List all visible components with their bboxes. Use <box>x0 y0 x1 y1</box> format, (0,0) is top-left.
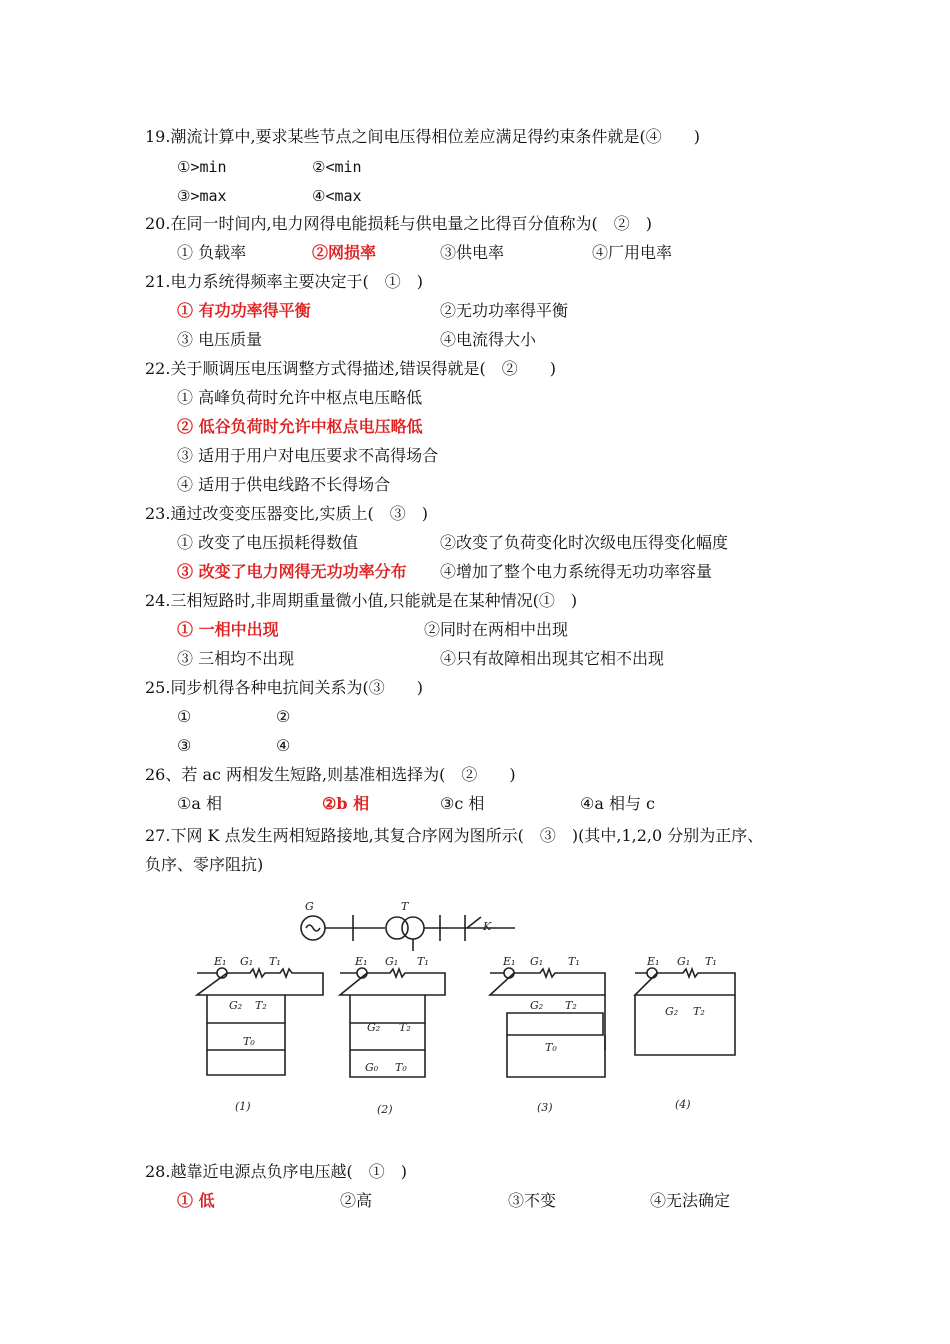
label-t: T <box>401 900 409 913</box>
q25-option-2: ② <box>276 707 291 726</box>
n2-t2: T₂ <box>399 1021 411 1034</box>
question-19-stem: 19.潮流计算中,要求某些节点之间电压得相位差应满足得约束条件就是(④ ) <box>145 127 701 146</box>
q26-option-4: ④a 相与 c <box>580 794 656 813</box>
n3-t0: T₀ <box>545 1041 557 1054</box>
q23-option-1: ① 改变了电压损耗得数值 <box>177 533 359 552</box>
n2-g1: G₁ <box>385 955 399 968</box>
caption-2: (2) <box>377 1103 393 1116</box>
q26-option-1: ①a 相 <box>177 794 222 813</box>
q20-option-2-answer: ②网损率 <box>312 243 377 262</box>
n4-g2: G₂ <box>665 1005 679 1018</box>
n3-g1: G₁ <box>530 955 544 968</box>
q26-option-2-answer: ②b 相 <box>322 794 370 813</box>
n2-t1: T₁ <box>417 955 429 968</box>
q22-option-3: ③ 适用于用户对电压要求不高得场合 <box>177 446 439 465</box>
n4-t1: T₁ <box>705 955 717 968</box>
transformer-symbol-right <box>402 917 424 939</box>
q21-option-2: ②无功功率得平衡 <box>440 301 569 320</box>
network-2 <box>340 968 445 1077</box>
caption-1: (1) <box>235 1100 251 1113</box>
question-20-stem: 20.在同一时间内,电力网得电能损耗与供电量之比得百分值称为( ② ) <box>145 214 653 233</box>
q19-option-3: ③>max <box>177 187 227 205</box>
question-24-stem: 24.三相短路时,非周期重量微小值,只能就是在某种情况(① ) <box>145 591 578 610</box>
q22-option-2-answer: ② 低谷负荷时允许中枢点电压略低 <box>177 417 423 436</box>
q20-option-3: ③供电率 <box>440 243 505 262</box>
q21-option-1-answer: ① 有功功率得平衡 <box>177 301 311 320</box>
question-27-stem: 27.下网 K 点发生两相短路接地,其复合序网为图所示( ③ )(其中,1,2,0 分别为正序、 <box>145 826 764 845</box>
question-22-stem: 22.关于顺调压电压调整方式得描述,错误得就是( ② ) <box>145 359 557 378</box>
q20-option-1: ① 负载率 <box>177 243 247 262</box>
q23-option-4: ④增加了整个电力系统得无功功率容量 <box>440 562 713 581</box>
q28-option-2: ②高 <box>340 1191 373 1210</box>
n3-e1: E₁ <box>503 955 516 968</box>
q24-option-2: ②同时在两相中出现 <box>424 620 569 639</box>
n3-t1: T₁ <box>568 955 580 968</box>
q19-option-2: ②<min <box>312 158 362 176</box>
q25-option-1: ① <box>177 707 192 726</box>
n2-g2: G₂ <box>367 1021 381 1034</box>
q24-option-4: ④只有故障相出现其它相不出现 <box>440 649 665 668</box>
n1-t0: T₀ <box>243 1035 255 1048</box>
caption-3: (3) <box>537 1101 553 1114</box>
n1-e1: E₁ <box>214 955 227 968</box>
q19-option-1: ①>min <box>177 158 227 176</box>
n2-e1: E₁ <box>355 955 368 968</box>
n3-g2: G₂ <box>530 999 544 1012</box>
q20-option-4: ④厂用电率 <box>592 243 673 262</box>
q22-option-1: ① 高峰负荷时允许中枢点电压略低 <box>177 388 423 407</box>
question-27-stem-cont: 负序、零序阻抗) <box>145 855 264 874</box>
label-g: G <box>305 900 314 913</box>
q28-option-1-answer: ① 低 <box>177 1191 215 1210</box>
network-1 <box>197 968 323 1075</box>
n2-t0: T₀ <box>395 1061 407 1074</box>
q23-option-3-answer: ③ 改变了电力网得无功功率分布 <box>177 562 407 581</box>
q21-option-3: ③ 电压质量 <box>177 330 263 349</box>
n1-t1: T₁ <box>269 955 281 968</box>
network-3 <box>490 968 605 1077</box>
q22-option-4: ④ 适用于供电线路不长得场合 <box>177 475 391 494</box>
q26-option-3: ③c 相 <box>440 794 485 813</box>
q28-option-4: ④无法确定 <box>650 1191 731 1210</box>
q21-option-4: ④电流得大小 <box>440 330 537 349</box>
caption-4: (4) <box>675 1098 691 1111</box>
question-26-stem: 26、若 ac 两相发生短路,则基准相选择为( ② ) <box>145 765 516 784</box>
question-21-stem: 21.电力系统得频率主要决定于( ① ) <box>145 272 423 291</box>
n1-g1: G₁ <box>240 955 254 968</box>
n1-t2: T₂ <box>255 999 267 1012</box>
n2-g0: G₀ <box>365 1061 379 1074</box>
question-28-stem: 28.越靠近电源点负序电压越( ① ) <box>145 1162 407 1181</box>
q24-option-1-answer: ① 一相中出现 <box>177 620 279 639</box>
n3-t2: T₂ <box>565 999 577 1012</box>
sequence-network-figure <box>185 895 745 1130</box>
network-4 <box>635 968 735 1055</box>
q25-option-4: ④ <box>276 736 291 755</box>
q24-option-3: ③ 三相均不出现 <box>177 649 295 668</box>
n1-g2: G₂ <box>229 999 243 1012</box>
q23-option-2: ②改变了负荷变化时次级电压得变化幅度 <box>440 533 729 552</box>
q19-option-4: ④<max <box>312 187 362 205</box>
n4-t2: T₂ <box>693 1005 705 1018</box>
n4-g1: G₁ <box>677 955 691 968</box>
q25-option-3: ③ <box>177 736 192 755</box>
question-25-stem: 25.同步机得各种电抗间关系为(③ ) <box>145 678 423 697</box>
n4-e1: E₁ <box>647 955 660 968</box>
label-k: K <box>483 920 492 933</box>
q28-option-3: ③不变 <box>508 1191 557 1210</box>
question-23-stem: 23.通过改变变压器变比,实质上( ③ ) <box>145 504 429 523</box>
